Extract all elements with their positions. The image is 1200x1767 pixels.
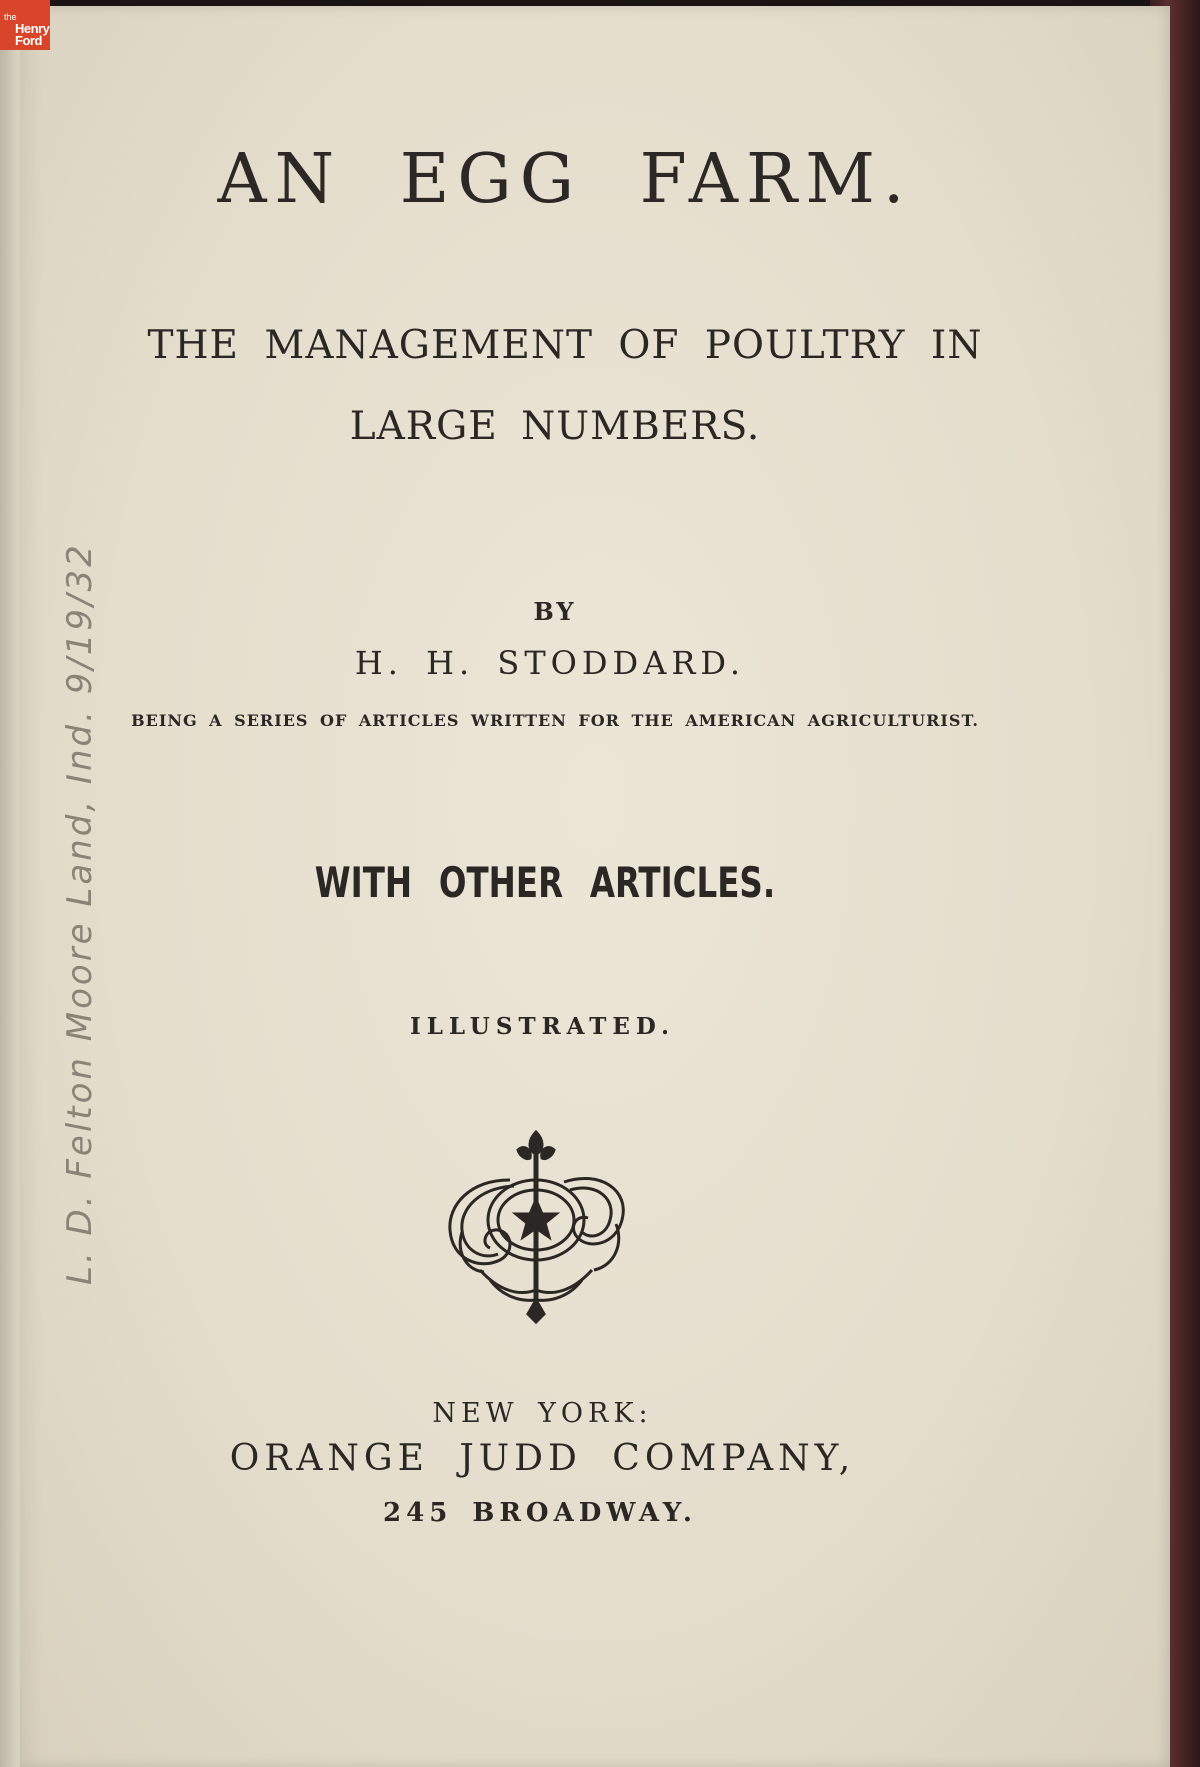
subtitle-line-1: THE MANAGEMENT OF POULTRY IN xyxy=(147,323,983,368)
subtitle-line-2: LARGE NUMBERS. xyxy=(349,404,761,449)
publisher-name: ORANGE JUDD COMPANY, xyxy=(229,1438,856,1479)
publisher-emblem-icon xyxy=(440,1120,640,1326)
henry-ford-logo xyxy=(0,0,50,50)
publisher-address: 245 BROADWAY. xyxy=(383,1498,697,1528)
other-articles: WITH OTHER ARTICLES. xyxy=(314,858,776,907)
by-line: BY xyxy=(533,597,577,626)
logo-the: the xyxy=(4,12,17,22)
series-note: BEING A SERIES OF ARTICLES WRITTEN FOR THE AMERICAN AGRICULTURIST. xyxy=(131,711,979,730)
book-title: AN EGG FARM. xyxy=(217,140,913,219)
author-name: H. H. STODDARD. xyxy=(354,644,746,682)
illustrated-label: ILLUSTRATED. xyxy=(409,1013,676,1040)
handwritten-inscription: L. D. Felton Moore Land, Ind. 9/19/32 xyxy=(60,542,100,1285)
logo-ford: Ford xyxy=(15,33,42,48)
logo-henry: Henry xyxy=(15,21,50,36)
publication-city: NEW YORK: xyxy=(432,1398,653,1429)
